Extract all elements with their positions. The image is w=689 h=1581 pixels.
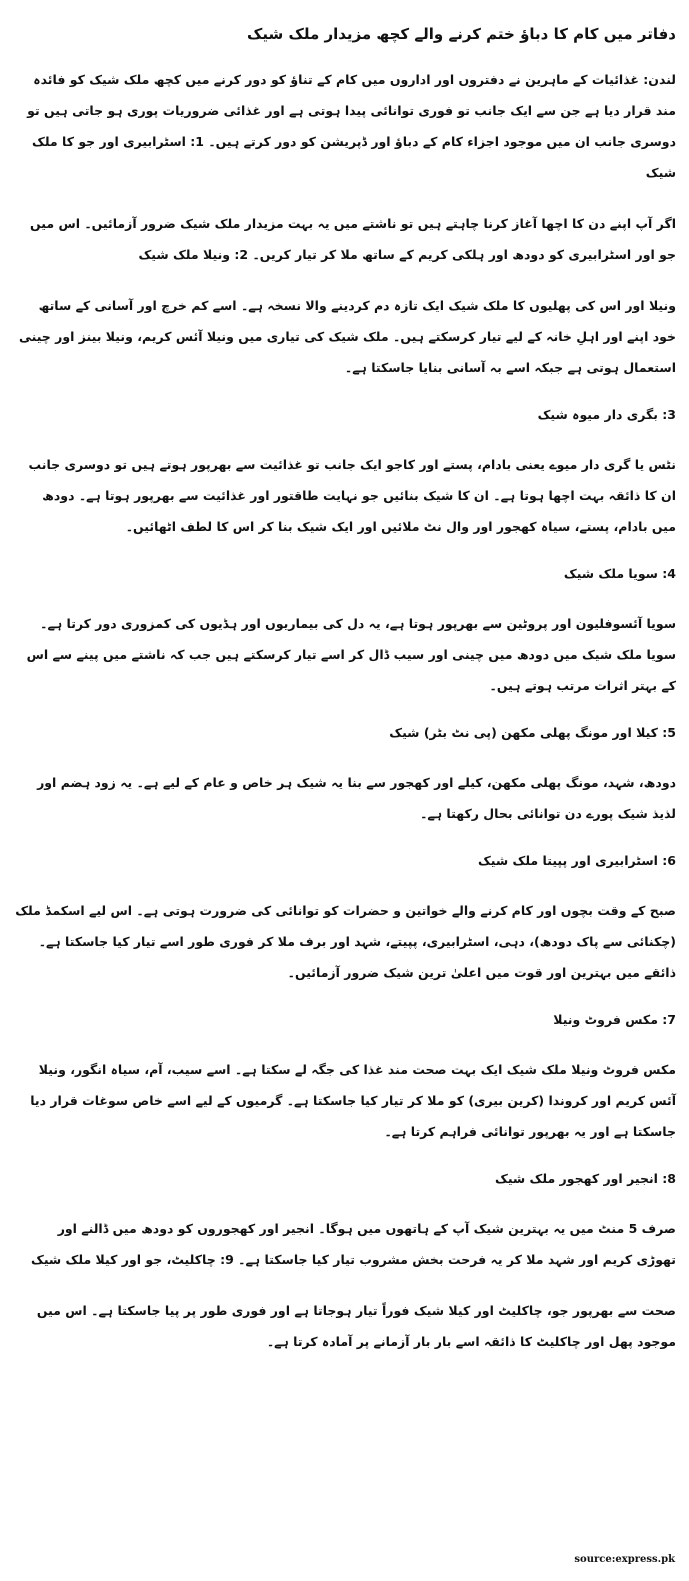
paragraph-strawberry-oat: اگر آپ اپنے دن کا اچھا آغاز کرنا چاہتے ہیں تو ناشتے میں یہ بہت مزیدار ملک شیک ضرور آزمائیں۔ اس میں جو اور اسٹرابیری کو دودھ اور ہلکی کریم کے ساتھ ملا کر تیار کریں۔ 2: ونیلا ملک شیک xyxy=(30,216,676,262)
article xyxy=(14,22,676,1377)
paragraph-fig-date: صرف 5 منٹ میں یہ بہترین شیک آپ کے ہاتھوں میں ہوگا۔ انجیر اور کھجوروں کو دودھ میں ڈالنے اور تھوڑی کریم اور شہد ملا کر یہ فرحت بخش مشروب تیار کیا جاسکتا ہے۔ 9: چاکلیٹ، جو اور کیلا ملک شیک xyxy=(31,1221,676,1267)
paragraph-mix-fruit-vanilla: مکس فروٹ ونیلا ملک شیک ایک بہت صحت مند غذا کی جگہ لے سکتا ہے۔ اسے سیب، آم، سیاہ انگور، ونیلا آئس کریم اور کروندا (کرین بیری) کو ملا کر تیار کیا جاسکتا ہے۔ گرمیوں کے لیے اسے خاص سوغات قرار دیا جاسکتا ہے اور یہ بھرپور توانائی فراہم کرتا ہے۔ xyxy=(30,1062,676,1139)
source-credit: source:express.pk xyxy=(574,1554,675,1565)
heading-strawberry-papaya: 6: اسٹرابیری اور پپیتا ملک شیک xyxy=(477,853,676,868)
heading-fig-date: 8: انجیر اور کھجور ملک شیک xyxy=(495,1171,676,1186)
heading-nut-shake: 3: بگری دار میوہ شیک xyxy=(537,407,676,422)
paragraph-vanilla: ونیلا اور اس کی پھلیوں کا ملک شیک ایک تازہ دم کردینے والا نسخہ ہے۔ اسے کم خرچ اور آسانی کے ساتھ خود اپنے اور اہلِ خانہ کے لیے تیار کرسکتے ہیں۔ ملک شیک کی تیاری میں ونیلا آئس کریم، ونیلا بینز اور چینی استعمال ہوتی ہے جبکہ اسے بہ آسانی بنایا جاسکتا ہے۔ xyxy=(18,298,676,375)
article-title: دفاتر میں کام کا دباؤ ختم کرنے والے کچھ مزیدار ملک شیک xyxy=(247,25,676,43)
paragraph-strawberry-papaya: صبح کے وقت بچوں اور کام کرنے والے خواتین و حضرات کو توانائی کی ضرورت ہوتی ہے۔ اس لیے اسکمڈ ملک (چکنائی سے پاک دودھ)، دہی، اسٹرابیری، پپیتے، شہد اور برف ملا کر فوری طور اسے تیار کیا جاسکتا ہے۔ ذائقے میں بہترین اور قوت میں اعلیٰ ترین شیک ضرور آزمائیں۔ xyxy=(15,903,676,980)
paragraph-soya-shake: سویا آئسوفلیون اور پروٹین سے بھرپور ہوتا ہے، یہ دل کی بیماریوں اور ہڈیوں کی کمزوری دور کرتا ہے۔ سویا ملک شیک میں دودھ میں چینی اور سیب ڈال کر اسے تیار کرسکتے ہیں جب کہ ناشتے میں پینے سے اس کے بہتر اثرات مرتب ہوتے ہیں۔ xyxy=(26,616,676,693)
heading-soya-shake: 4: سویا ملک شیک xyxy=(563,566,676,581)
heading-mix-fruit-vanilla: 7: مکس فروٹ ونیلا xyxy=(553,1012,676,1027)
intro-paragraph: لندن: غذائیات کے ماہرین نے دفتروں اور اداروں میں کام کے تناؤ کو دور کرنے میں کچھ ملک شیک کو فائدہ مند قرار دیا ہے جن سے ایک جانب تو فوری توانائی پیدا ہوتی ہے اور غذائی ضروریات پوری ہو جاتی ہیں تو دوسری جانب ان میں موجود اجزاء کام کے دباؤ اور ڈپریشن کو دور کرتے ہیں۔ 1: اسٹرابیری اور جو کا ملک شیک xyxy=(27,72,676,180)
paragraph-nut-shake: نٹس یا گری دار میوے یعنی بادام، پستے اور کاجو ایک جانب تو غذائیت سے بھرپور ہوتے ہیں تو دوسری جانب ان کا ذائقہ بہت اچھا ہوتا ہے۔ ان کا شیک بنائیں جو نہایت طاقتور اور غذائیت سے بھرپور ہوتا ہے۔ دودھ میں بادام، پستے، سیاہ کھجور اور وال نٹ ملائیں اور ایک شیک بنا کر اس کا لطف اٹھائیں۔ xyxy=(28,457,676,534)
paragraph-chocolate-oat-banana: صحت سے بھرپور جو، چاکلیٹ اور کیلا شیک فوراً تیار ہوجاتا ہے اور فوری طور پر پیا جاسکتا ہے۔ اس میں موجود پھل اور چاکلیٹ کا ذائقہ اسے بار بار آزمانے پر آمادہ کرتا ہے۔ xyxy=(36,1303,676,1349)
paragraph-banana-peanut-butter: دودھ، شہد، مونگ پھلی مکھن، کیلے اور کھجور سے بنا یہ شیک ہر خاص و عام کے لیے ہے۔ یہ زود ہضم اور لذیذ شیک پورے دن توانائی بحال رکھتا ہے۔ xyxy=(37,775,676,821)
heading-banana-peanut-butter: 5: کیلا اور مونگ پھلی مکھن (پی نٹ بٹر) شیک xyxy=(389,725,676,740)
